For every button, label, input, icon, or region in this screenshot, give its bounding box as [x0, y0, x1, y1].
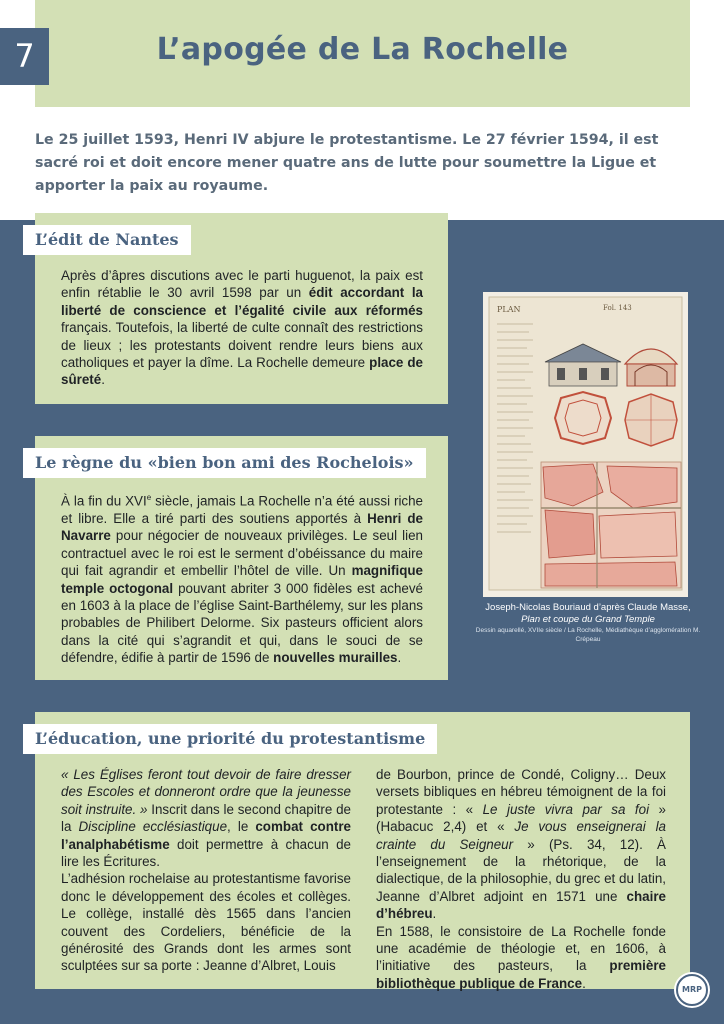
caption-title: Plan et coupe du Grand Temple — [521, 614, 655, 625]
regne-text: À la fin du XVIe siècle, jamais La Rochelle n’a été aussi riche et libre. Elle a tiré parti des soutiens apportés à Henri de Navarre pour négocier de nouveaux privilèges. Le seul lien contractuel avec le roi est le serment d’obéissance du maire qui fait agrandir et embellir l’hôtel de ville. Un magnifique temple octogonal pouvant abriter 3 000 fidèles est achevé en 1603 à la place de l’église Saint-Barthélemy, sur les plans probables de Philibert Delorme. Six pasteurs officient alors dans la cité qui s’agrandit et qui, dans le souci de se défendre, édifie à partir de 1596 de nouvelles murailles. — [61, 493, 424, 666]
edit-nantes-heading: L’édit de Nantes — [23, 225, 191, 255]
museum-logo: MRP — [676, 974, 708, 1006]
caption-credit: Dessin aquarellé, XVIIe siècle / La Rochelle, Médiathèque d’agglomération M. Crépeau — [475, 627, 701, 643]
page-number-badge: 7 — [0, 28, 49, 85]
edit-nantes-text: Après d’âpres discutions avec le parti huguenot, la paix est enfin rétablie le 30 avril 1598 par un édit accordant la liberté de conscience et l’égalité civile aux réformés français. Toutefois, la liberté de culte connaît des restrictions de lieux ; les protestants doivent rendre leurs biens aux catholiques et payer la dîme. La Rochelle demeure place de sûreté. — [61, 268, 424, 388]
education-text-col2: de Bourbon, prince de Condé, Coligny… Deux versets bibliques en hébreu témoignent de la foi protestante : « Le juste vivra par sa foi » (Habacuc 2,4) et « Je vous enseignerai la crainte du Seigneur » (Ps. 34, 12). À l’enseignement de la rhétorique, de la dialectique, de la philosophie, du grec et du latin, Jeanne d’Albret adjoint en 1571 une chaire d’hébreu. En 1588, le consistoire de La Rochelle fonde une académie de théologie et, en 1606, à l’initiative des pasteurs, la première bibliothèque publique de France. — [376, 767, 666, 991]
plan-drawing — [483, 292, 688, 597]
intro-paragraph: Le 25 juillet 1593, Henri IV abjure le protestantisme. Le 27 février 1594, il est sacré roi et doit encore mener quatre ans de lutte pour soumettre la Ligue et apporter la paix au royaume. — [35, 132, 659, 194]
grand-temple-plan-image — [483, 292, 688, 597]
image-caption — [470, 602, 706, 644]
plan-ref: Fol. 143 — [603, 304, 632, 312]
education-text-col1: « Les Églises feront tout devoir de faire dresser des Escoles et donneront ordre que la jeunesse soit instruite. » Inscrit dans le second chapitre de la Discipline ecclésiastique, le combat contre l’analphabétisme doit permettre à chacun de lire les Écritures. L’adhésion rochelaise au protestantisme favorise donc le développement des écoles et collèges. Le collège, installé dès 1565 dans l’ancien couvent des Cordeliers, bénéficie de la générosité des Grands dont les armes sont sculptées sur sa porte : Jeanne d’Albret, Louis — [61, 767, 351, 974]
page-title: L’apogée de La Rochelle — [156, 32, 569, 67]
plan-label: PLAN — [497, 305, 521, 314]
caption-author: Joseph-Nicolas Bouriaud d’après Claude Masse, — [485, 602, 691, 613]
education-heading: L’éducation, une priorité du protestantisme — [23, 724, 437, 754]
regne-heading: Le règne du «bien bon ami des Rochelois» — [23, 448, 426, 478]
